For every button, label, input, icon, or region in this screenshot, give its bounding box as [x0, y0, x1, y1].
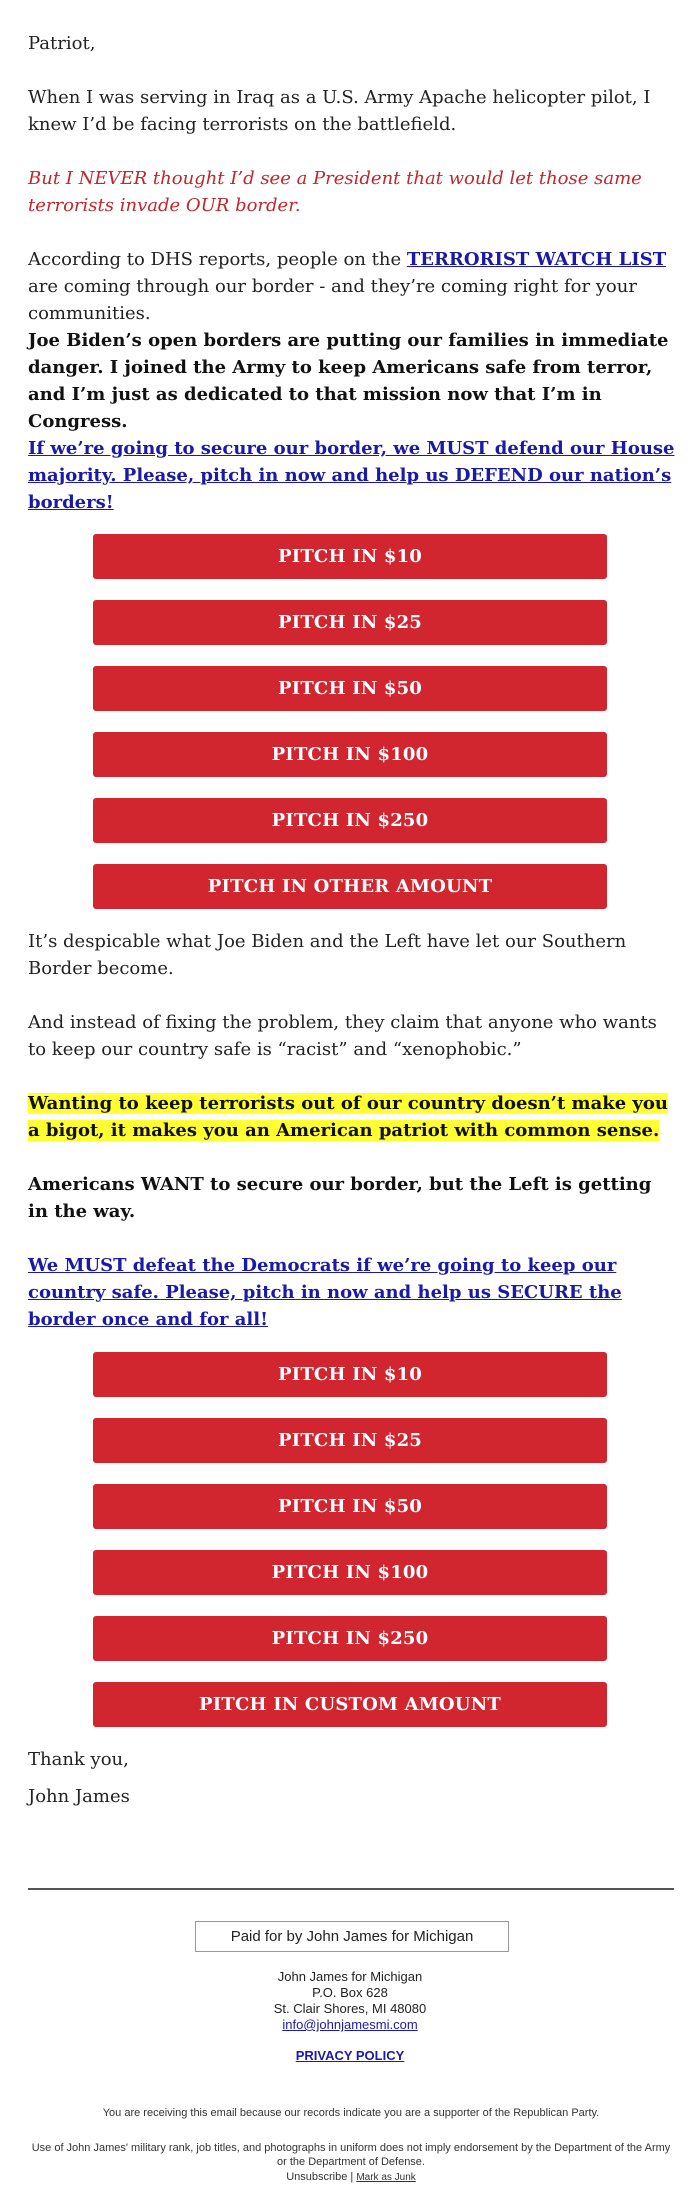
signature: John James — [28, 1786, 130, 1807]
paragraph-open-borders: Joe Biden’s open borders are putting our families in immediate danger. I joined the Army to keep Americans safe from terror, and I’m just as dedicated to that mission now that I’m in Congress. — [28, 330, 669, 432]
contact-email — [150, 2017, 550, 2033]
address-po-box: P.O. Box 628 — [312, 1985, 388, 2000]
unsubscribe-link[interactable]: Unsubscribe — [286, 2171, 348, 2183]
cta-link-secure[interactable] — [28, 1252, 676, 1333]
paid-for-box: Paid for by John James for Michigan — [195, 1921, 509, 1952]
paragraph-iraq: When I was serving in Iraq as a U.S. Army Apache helicopter pilot, I knew I’d be facing terrorists on the battlefield. — [28, 87, 651, 135]
signoff: Thank you, — [28, 1749, 129, 1770]
paragraph-highlighted — [28, 1090, 676, 1144]
pitch-in-100-button-2[interactable]: PITCH IN $100 — [93, 1550, 607, 1595]
unsubscribe-row — [28, 2170, 674, 2185]
pitch-in-custom-amount-button[interactable]: PITCH IN CUSTOM AMOUNT — [93, 1682, 607, 1727]
paragraph-never-thought: But I NEVER thought I’d see a President that would let those same terrorists invade OUR border. — [28, 168, 642, 216]
paragraph-despicable: It’s despicable what Joe Biden and the Left have let our Southern Border become. — [28, 931, 627, 979]
cta-secure-link[interactable]: We MUST defeat the Democrats if we’re going to keep our country safe. Please, pitch in now and help us SECURE the border once and for all! — [28, 1255, 622, 1330]
terrorist-watch-list-link[interactable]: TERRORIST WATCH LIST — [406, 249, 667, 270]
pitch-in-10-button[interactable]: PITCH IN $10 — [93, 534, 607, 579]
dhs-text-before: According to DHS reports, people on the — [28, 249, 407, 270]
address-city: St. Clair Shores, MI 48080 — [273, 2001, 427, 2016]
pitch-in-50-button[interactable]: PITCH IN $50 — [93, 666, 607, 711]
privacy-policy-link[interactable]: PRIVACY POLICY — [295, 2048, 405, 2063]
rank-disclaimer: Use of John James' military rank, job titles, and photographs in uniform does not imply endorsement by the Department of the Army or the Department of Defense. — [31, 2142, 671, 2168]
paragraph-dhs — [28, 246, 676, 327]
dhs-text-after: are coming through our border - and they’re coming right for your communities. — [28, 276, 637, 324]
pitch-in-100-button[interactable]: PITCH IN $100 — [93, 732, 607, 777]
cta-defend-link[interactable]: If we’re going to secure our border, we MUST defend our House majority. Please, pitch in now and help us DEFEND our nation’s borders! — [28, 438, 675, 513]
cta-link-defend[interactable] — [28, 435, 676, 516]
pitch-in-250-button-2[interactable]: PITCH IN $250 — [93, 1616, 607, 1661]
paragraph-racist-claim: And instead of fixing the problem, they claim that anyone who wants to keep our country safe is “racist” and “xenophobic.” — [28, 1012, 657, 1060]
highlighted-text: Wanting to keep terrorists out of our country doesn’t make you a bigot, it makes you an American patriot with common sense. — [28, 1093, 668, 1141]
pitch-in-50-button-2[interactable]: PITCH IN $50 — [93, 1484, 607, 1529]
pitch-in-25-button-2[interactable]: PITCH IN $25 — [93, 1418, 607, 1463]
pitch-in-10-button-2[interactable]: PITCH IN $10 — [93, 1352, 607, 1397]
mark-as-junk-link[interactable]: Mark as Junk — [356, 2172, 416, 2183]
pitch-in-250-button[interactable]: PITCH IN $250 — [93, 798, 607, 843]
privacy-policy — [150, 2048, 550, 2064]
paragraph-americans-want: Americans WANT to secure our border, but the Left is getting in the way. — [28, 1174, 652, 1222]
footer-divider — [28, 1888, 674, 1890]
contact-email-link[interactable]: info@johnjamesmi.com — [282, 2017, 418, 2032]
pitch-in-other-amount-button[interactable]: PITCH IN OTHER AMOUNT — [93, 864, 607, 909]
address-org: John James for Michigan — [277, 1969, 423, 1984]
greeting: Patriot, — [28, 33, 96, 54]
supporter-notice: You are receiving this email because our records indicate you are a supporter of the Republican Party. — [102, 2107, 600, 2119]
unsubscribe-separator: | — [350, 2171, 354, 2183]
pitch-in-25-button[interactable]: PITCH IN $25 — [93, 600, 607, 645]
